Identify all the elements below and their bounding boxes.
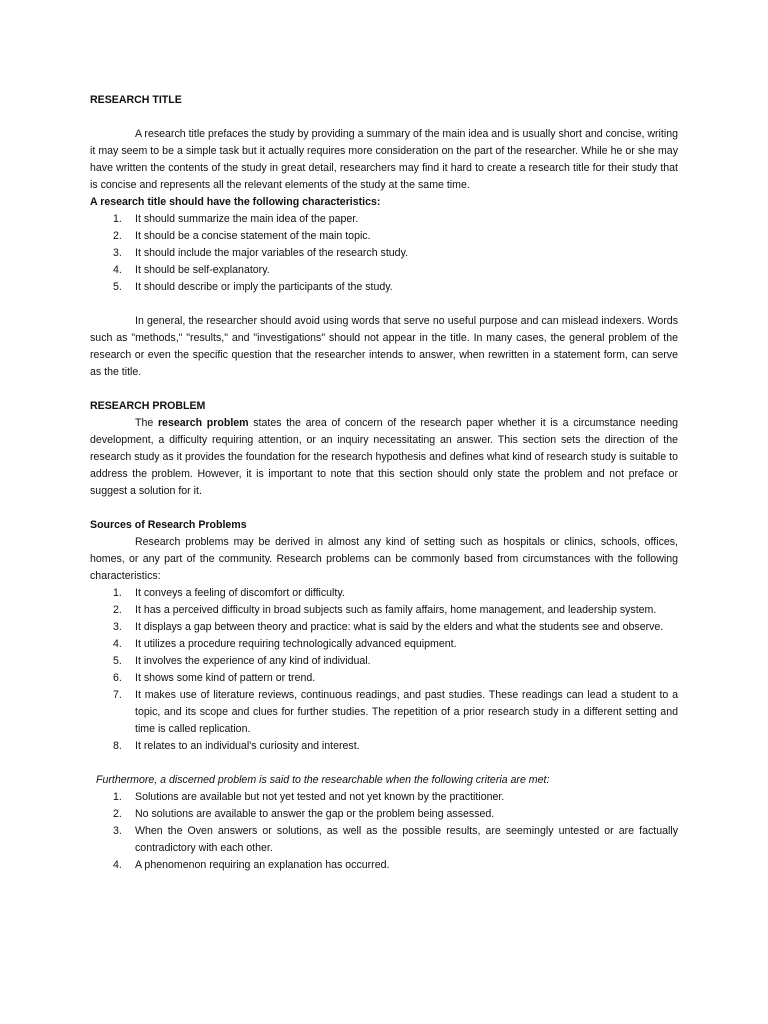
list-item: 3. It should include the major variables of the research study. [113,247,409,259]
list-item: 1. It conveys a feeling of discomfort or difficulty. [113,587,345,599]
research-title-paragraph: A research title prefaces the study by providing a summary of the main idea and is usually short and concise, writing it may seem to be a simple task but it actually requires more consideration on the part of the researcher. While he or she may have written the contents of the study in great detail, researchers may find it hard to create a research title for their study that is concise and represents all the relevant elements of the study at the same time. [90,128,678,191]
list-item: 4. It utilizes a procedure requiring technologically advanced equipment. [113,638,457,650]
criteria-list [90,789,678,874]
research-title-heading: RESEARCH TITLE [90,94,182,106]
title-characteristics-list [90,211,678,296]
title-general-paragraph: In general, the researcher should avoid using words that serve no useful purpose and can mislead indexers. Words such as "methods," "results," and "investigations" should not appear in the title. In many cases, the general problem of the research or even the specific question that the researcher intends to answer, when rewritten in a statement form, can serve as the title. [90,315,678,378]
sources-list [90,585,678,755]
characteristics-subheading: A research title should have the following characteristics: [90,196,381,208]
list-item: 2. No solutions are available to answer the gap or the problem being assessed. [113,808,495,820]
list-item: 2. It has a perceived difficulty in broad subjects such as family affairs, home management, and leadership system. [113,604,657,616]
list-item: 1. Solutions are available but not yet tested and not yet known by the practitioner. [113,791,505,803]
sources-heading: Sources of Research Problems [90,519,247,531]
list-item: 4. It should be self-explanatory. [113,264,270,276]
list-item: 2. It should be a concise statement of the main topic. [113,230,371,242]
list-item: 6. It shows some kind of pattern or trend. [113,672,316,684]
criteria-intro: Furthermore, a discerned problem is said to the researchable when the following criteria are met: [96,774,550,786]
list-item: 5. It involves the experience of any kind of individual. [113,655,371,667]
research-problem-term: research problem [157,417,249,429]
list-item: 4. A phenomenon requiring an explanation has occurred. [113,859,390,871]
research-problem-heading: RESEARCH PROBLEM [90,400,206,412]
list-item: 8. It relates to an individual's curiosity and interest. [113,740,360,752]
list-item: 3. It displays a gap between theory and practice: what is said by the elders and what the students see and observe. [113,621,664,633]
list-item: 1. It should summarize the main idea of the paper. [113,213,359,225]
list-item: 5. It should describe or imply the participants of the study. [113,281,393,293]
list-item: 3. When the Oven answers or solutions, as well as the possible results, are seemingly untested or are factually contradictory with each other. [113,825,678,854]
list-item: 7. It makes use of literature reviews, continuous readings, and past studies. These readings can lead a student to a topic, and its scope and clues for further studies. The repetition of a prior research study in a different setting and time is called replication. [113,689,678,735]
research-problem-paragraph: The research problem states the area of concern of the research paper whether it is a circumstance needing development, a difficulty requiring attention, or an inquiry necessitating an answer. This section sets the direction of the research study as it provides the foundation for the research hypothesis and defines what kind of research study is suitable to address the problem. However, it is important to note that this section should only state the problem and not preface or suggest a solution for it. [90,417,678,497]
sources-paragraph: Research problems may be derived in almost any kind of setting such as hospitals or clinics, schools, offices, homes, or any part of the community. Research problems can be commonly based from circumstances with the following characteristics: [90,536,678,582]
